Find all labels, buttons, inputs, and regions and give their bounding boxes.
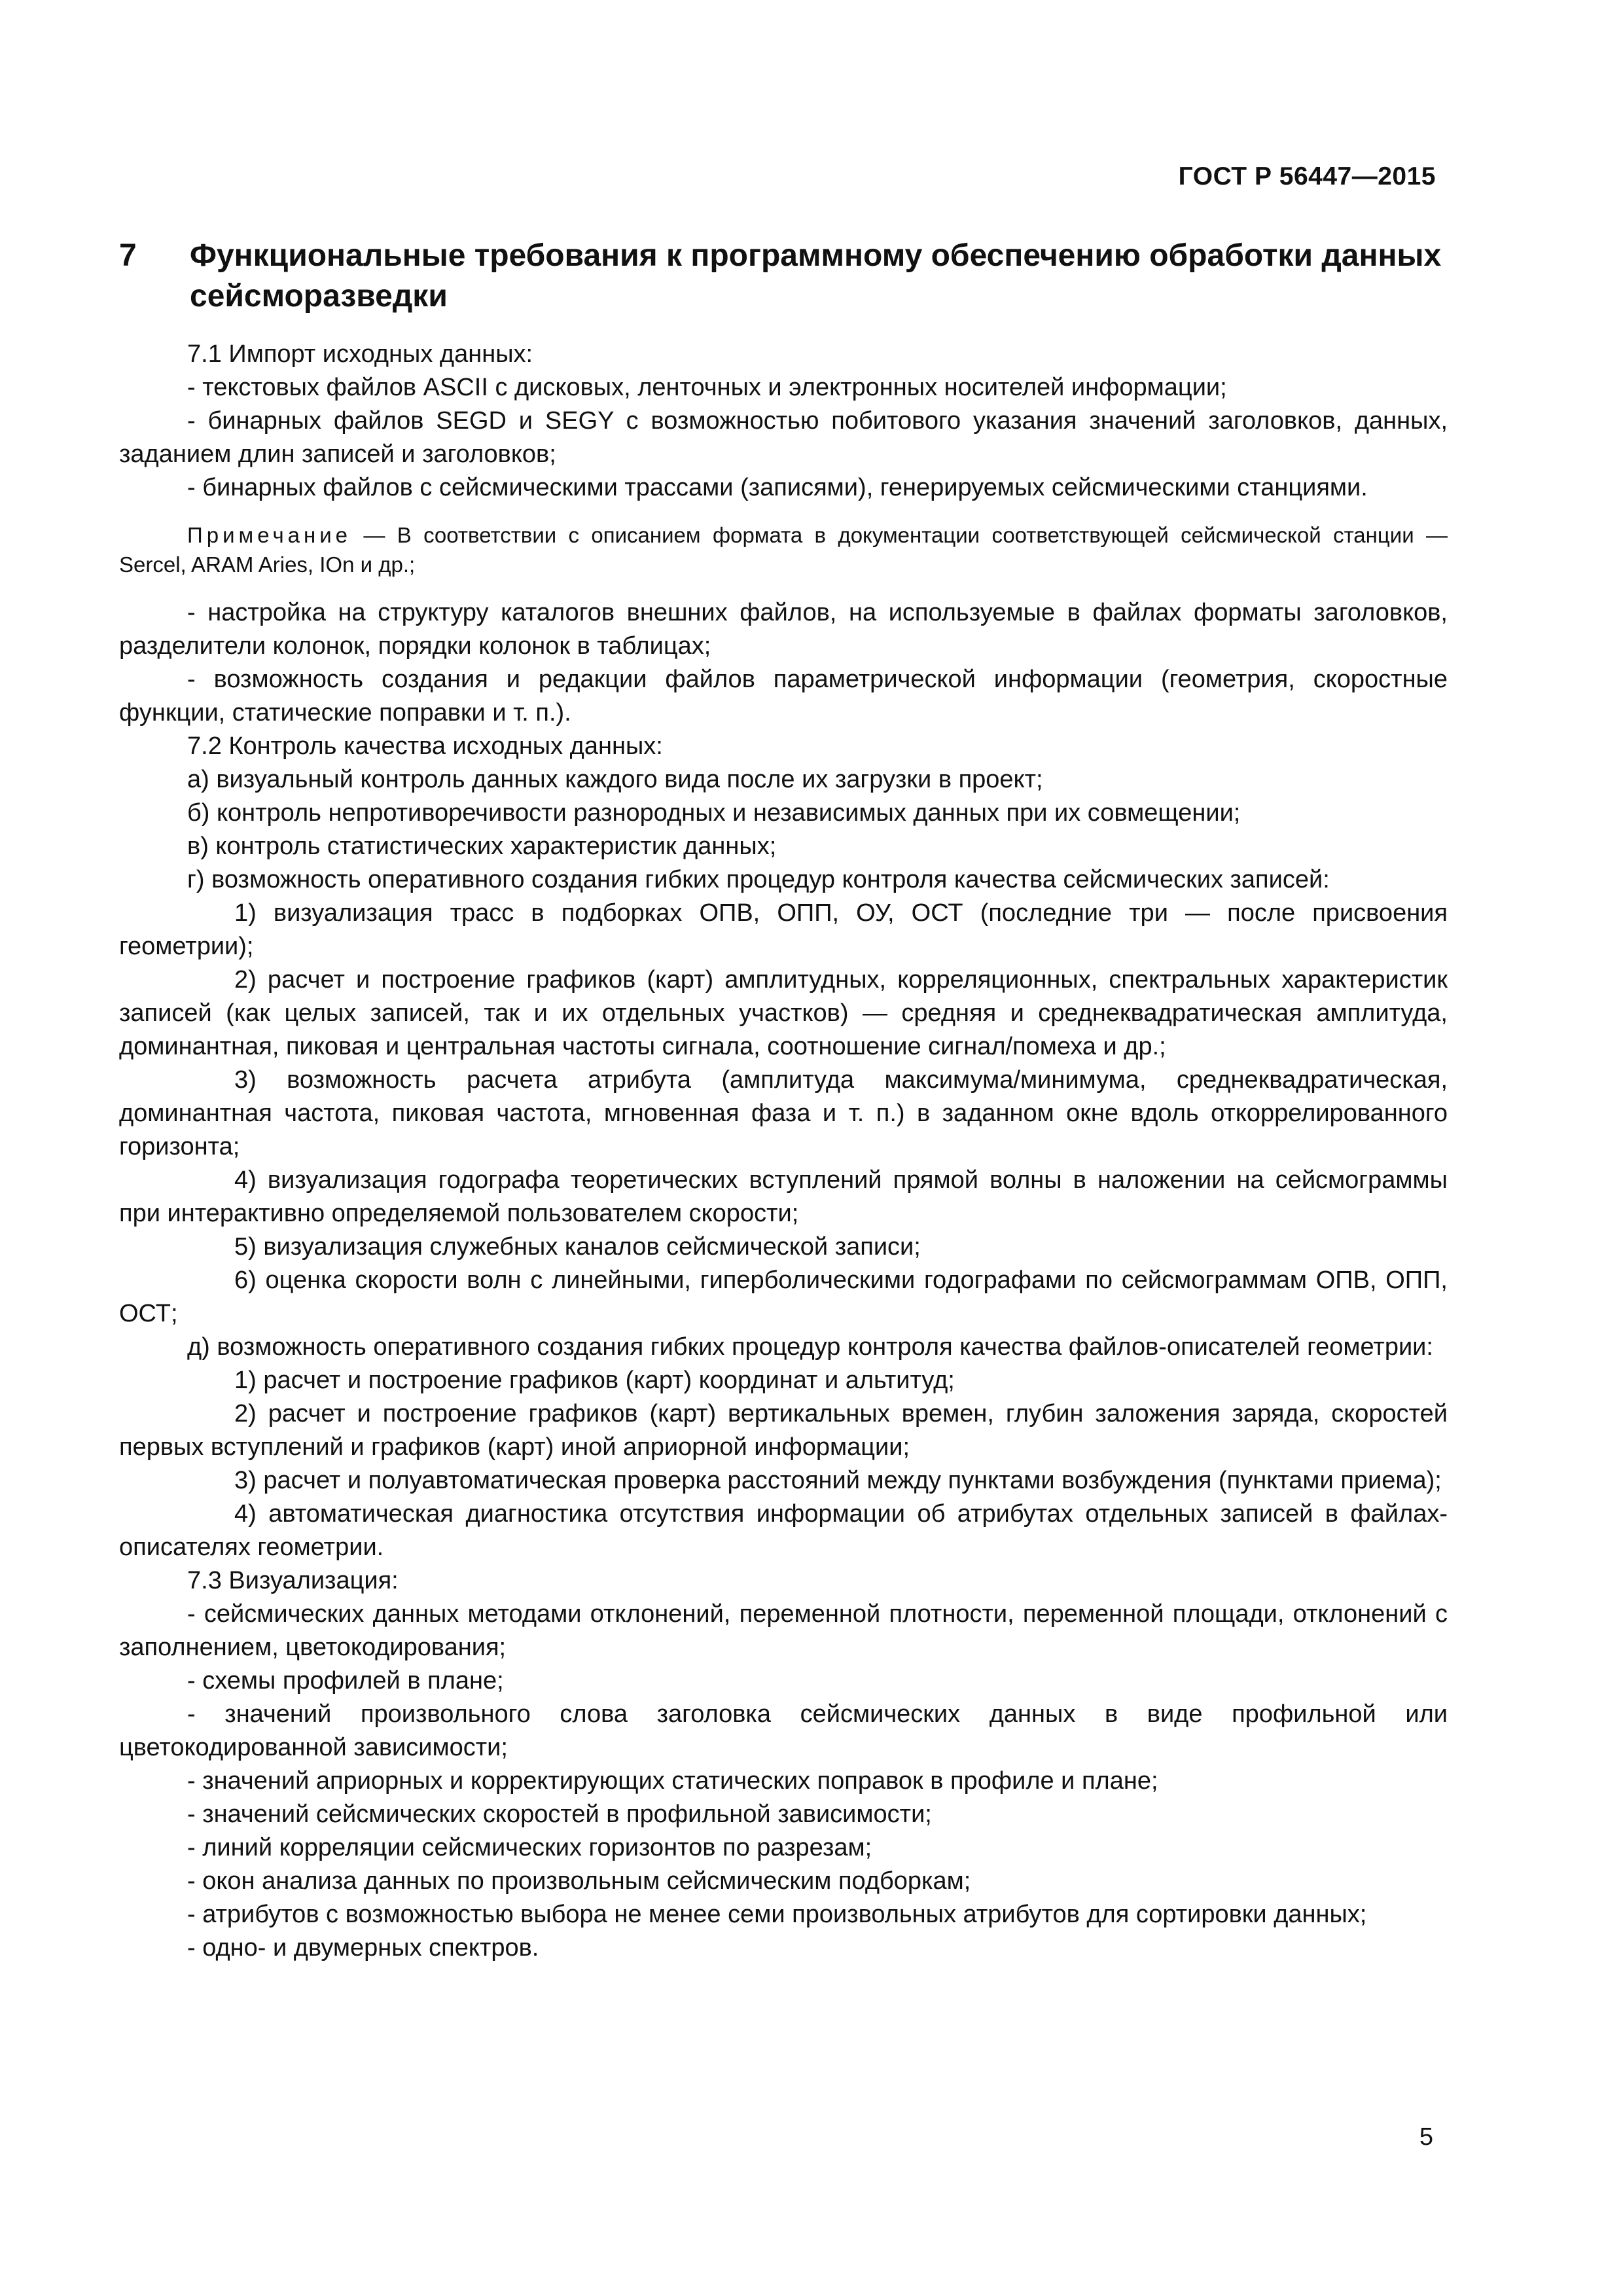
list-item: - текстовых файлов ASCII с дисковых, ленточных и электронных носителей информации; — [187, 374, 1227, 401]
section-number: 7 — [119, 238, 137, 273]
list-item-v: в) контроль статистических характеристик данных; — [187, 833, 777, 860]
document-code: ГОСТ Р 56447—2015 — [1178, 162, 1436, 190]
list-item-b: б) контроль непротиворечивости разнородных и независимых данных при их совмещении; — [187, 799, 1241, 827]
list-item: - возможность создания и редакции файлов параметрической информации (геометрия, скоростные функции, статические поправки и т. п.). — [119, 666, 1448, 726]
page-content — [119, 236, 1448, 1965]
list-item-g: г) возможность оперативного создания гибких процедур контроля качества сейсмических записей: — [187, 866, 1330, 893]
list-item: - значений априорных и корректирующих статических поправок в профиле и плане; — [187, 1767, 1158, 1795]
sub-list-item: 3) расчет и полуавтоматическая проверка расстояний между пунктами возбуждения (пунктами приема); — [234, 1467, 1442, 1494]
list-item: - значений произвольного слова заголовка сейсмических данных в виде профильной или цветокодированной зависимости; — [119, 1700, 1448, 1761]
sub-list-item: 4) визуализация годографа теоретических вступлений прямой волны в наложении на сейсмограммы при интерактивно определяемой пользователем скорости; — [119, 1166, 1448, 1227]
sub-list-item: 1) расчет и построение графиков (карт) координат и альтитуд; — [234, 1367, 955, 1394]
section-title — [119, 236, 1448, 317]
list-item: - сейсмических данных методами отклонений, переменной плотности, переменной площади, отклонений с заполнением, цветокодирования; — [119, 1600, 1448, 1661]
list-item-d: д) возможность оперативного создания гибких процедур контроля качества файлов-описателей геометрии: — [187, 1333, 1433, 1361]
page-number: 5 — [1419, 2123, 1433, 2151]
list-item: - настройка на структуру каталогов внешних файлов, на используемые в файлах форматы заголовков, разделители колонок, порядки колонок в таблицах; — [119, 599, 1448, 660]
note-label: Примечание — [187, 523, 352, 547]
subsection-7-3-heading: 7.3 Визуализация: — [187, 1567, 399, 1594]
sub-list-item: 4) автоматическая диагностика отсутствия информации об атрибутах отдельных записей в файлах-описателях геометрии. — [119, 1500, 1448, 1561]
sub-list-item: 5) визуализация служебных каналов сейсмической записи; — [234, 1233, 921, 1261]
note — [119, 520, 1448, 579]
list-item: - линий корреляции сейсмических горизонтов по разрезам; — [187, 1834, 872, 1861]
sub-list-item: 1) визуализация трасс в подборках ОПВ, ОПП, ОУ, ОСТ (последние три — после присвоения геометрии); — [119, 899, 1448, 960]
list-item: - одно- и двумерных спектров. — [187, 1934, 539, 1962]
list-item: - бинарных файлов с сейсмическими трассами (записями), генерируемых сейсмическими станциями. — [187, 474, 1368, 501]
sub-list-item: 3) возможность расчета атрибута (амплитуда максимума/минимума, среднеквадратическая, доминантная частота, пиковая частота, мгновенная фаза и т. п.) в заданном окне вдоль откоррелированного горизонта; — [119, 1066, 1448, 1160]
sub-list-item: 2) расчет и построение графиков (карт) вертикальных времен, глубин заложения заряда, скоростей первых вступлений и графиков (карт) иной априорной информации; — [119, 1400, 1448, 1461]
subsection-7-1-heading: 7.1 Импорт исходных данных: — [187, 340, 533, 368]
sub-list-item: 2) расчет и построение графиков (карт) амплитудных, корреляционных, спектральных характеристик записей (как целых записей, так и их отдельных участков) — средняя и среднеквадратическая амплитуда, доминантная, пиковая и центральная частоты сигнала, соотношение сигнал/помеха и др.; — [119, 966, 1448, 1060]
section-title-text: Функциональные требования к программному обеспечению обработки данных сейсморазведки — [190, 238, 1442, 314]
list-item-a: а) визуальный контроль данных каждого вида после их загрузки в проект; — [187, 766, 1043, 793]
note-text: — В соответствии с описанием формата в документации соответствующей сейсмической станции — Sercel, ARAM Aries, IOn и др.; — [119, 523, 1448, 577]
list-item: - окон анализа данных по произвольным сейсмическим подборкам; — [187, 1867, 971, 1895]
list-item: - атрибутов с возможностью выбора не менее семи произвольных атрибутов для сортировки данных; — [187, 1901, 1367, 1928]
list-item: - схемы профилей в плане; — [187, 1667, 504, 1695]
subsection-7-2-heading: 7.2 Контроль качества исходных данных: — [187, 732, 663, 760]
list-item: - бинарных файлов SEGD и SEGY с возможностью побитового указания значений заголовков, данных, заданием длин записей и заголовков; — [119, 407, 1448, 468]
sub-list-item: 6) оценка скорости волн с линейными, гиперболическими годографами по сейсмограммам ОПВ, ОПП, ОСТ; — [119, 1266, 1448, 1327]
list-item: - значений сейсмических скоростей в профильной зависимости; — [187, 1801, 932, 1828]
